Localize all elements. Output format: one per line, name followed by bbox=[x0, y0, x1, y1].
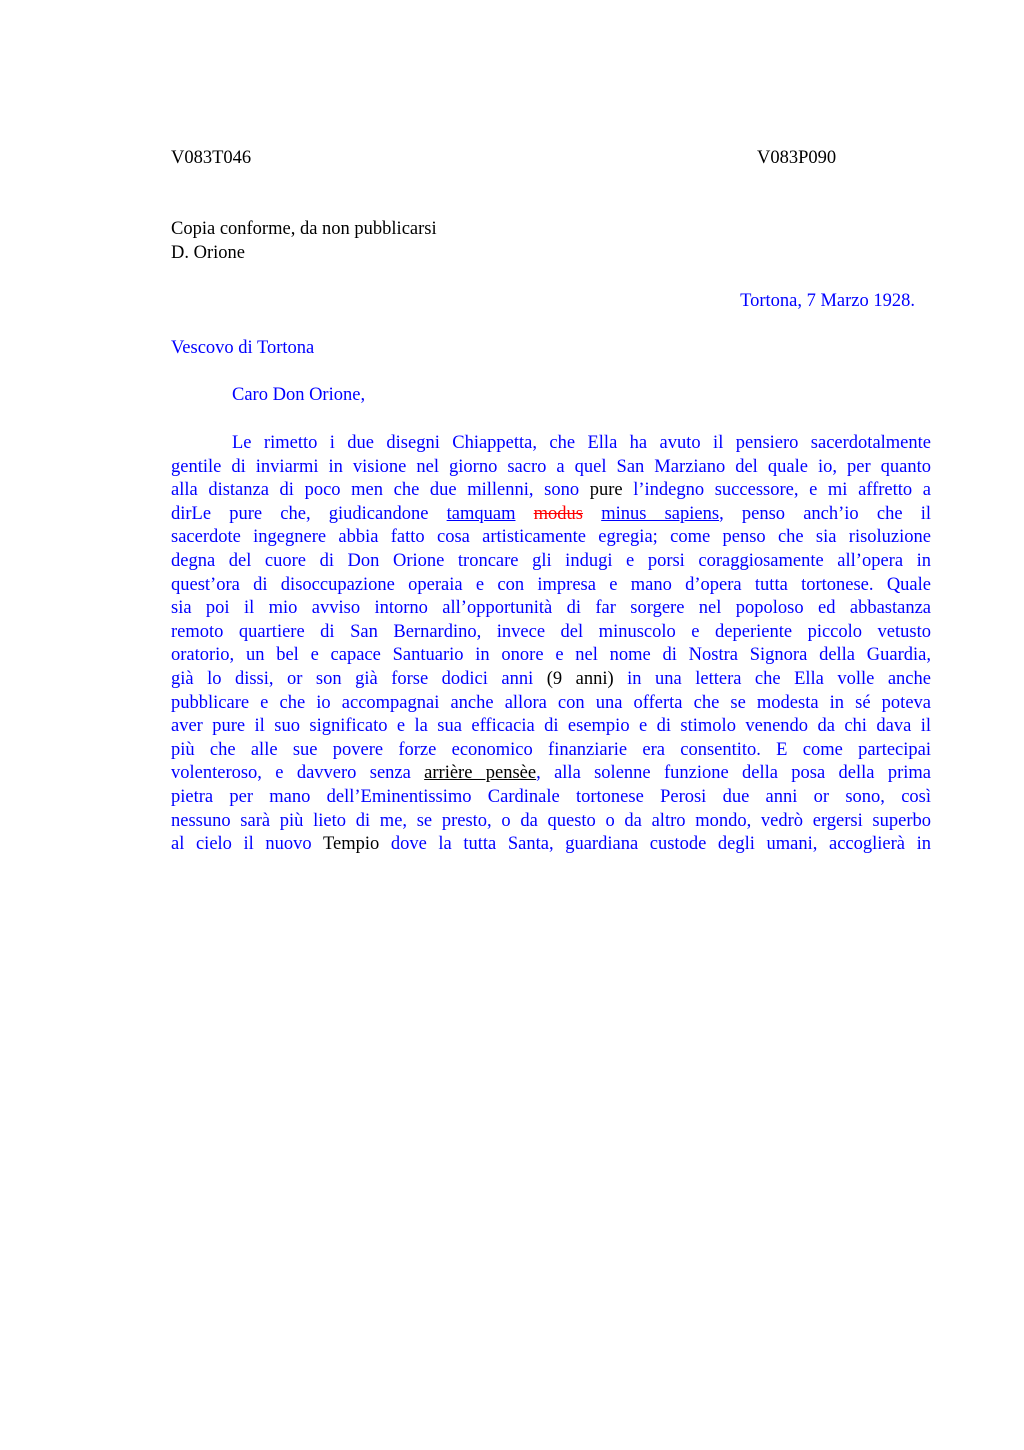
body-line: aver pure il suo significato e la sua efficacia di esempio e di stimolo venendo da chi dava il bbox=[171, 716, 931, 737]
body-line: remoto quartiere di San Bernardino, invece del minuscolo e deperiente piccolo vetusto bbox=[171, 621, 931, 642]
body-line: sacerdote ingegnere abbia fatto cosa artisticamente egregia; come penso che sia risoluzione bbox=[171, 527, 931, 548]
body-line: volenteroso, e davvero senza arrière pensèe, alla solenne funzione della posa della prima bbox=[171, 763, 931, 784]
letter-sender: Vescovo di Tortona bbox=[171, 338, 315, 358]
letter-salutation: Caro Don Orione, bbox=[232, 385, 366, 405]
body-line: degna del cuore di Don Orione troncare gli indugi e porsi coraggiosamente all’opera in bbox=[171, 550, 931, 571]
letter-date: Tortona, 7 Marzo 1928. bbox=[740, 291, 915, 311]
body-line: alla distanza di poco men che due millenni, sono pure l’indegno successore, e mi affretto a bbox=[171, 480, 931, 501]
inserted-word: pure bbox=[589, 480, 623, 501]
body-line: Le rimetto i due disegni Chiappetta, che Ella ha avuto il pensiero sacerdotalmente bbox=[232, 433, 931, 453]
latin-phrase-minus-sapiens: minus sapiens bbox=[601, 503, 720, 524]
copy-note: Copia conforme, da non pubblicarsi bbox=[171, 219, 437, 239]
copy-note-signature: D. Orione bbox=[171, 243, 245, 263]
inserted-word: Tempio bbox=[322, 834, 380, 855]
body-line: gentile di inviarmi in visione nel giorno sacro a quel San Marziano del quale io, per quanto bbox=[171, 456, 931, 477]
reference-code-right: V083P090 bbox=[757, 148, 837, 168]
deleted-word: modus bbox=[533, 503, 583, 524]
french-phrase: arrière pensèe bbox=[424, 763, 537, 784]
body-line: sia poi il mio avviso intorno all’opportunità di far sorgere nel popoloso ed abbastanza bbox=[171, 598, 931, 619]
body-line: più che alle sue povere forze economico finanziarie era consentito. E come partecipai bbox=[171, 739, 931, 760]
latin-phrase-tamquam: tamquam bbox=[446, 503, 516, 524]
inserted-note: (9 anni) bbox=[546, 668, 614, 689]
body-line: dirLe pure che, giudicandone tamquam modus minus sapiens, penso anch’io che il bbox=[171, 503, 931, 524]
body-line: nessuno sarà più lieto di me, se presto, o da questo o da altro mondo, vedrò ergersi superbo bbox=[171, 810, 931, 831]
reference-code-left: V083T046 bbox=[171, 148, 252, 168]
body-line: pietra per mano dell’Eminentissimo Cardinale tortonese Perosi due anni or sono, così bbox=[171, 786, 931, 807]
body-line: quest’ora di disoccupazione operaia e con impresa e mano d’opera tutta tortonese. Quale bbox=[171, 574, 931, 595]
body-line: pubblicare e che io accompagnai anche allora con una offerta che se modesta in sé poteva bbox=[171, 692, 931, 713]
body-line: già lo dissi, or son già forse dodici anni (9 anni) in una lettera che Ella volle anche bbox=[171, 668, 931, 689]
body-line: al cielo il nuovo Tempio dove la tutta Santa, guardiana custode degli umani, accoglierà in bbox=[171, 834, 931, 855]
letter-body bbox=[171, 432, 931, 857]
body-line: oratorio, un bel e capace Santuario in onore e nel nome di Nostra Signora della Guardia, bbox=[171, 645, 931, 666]
